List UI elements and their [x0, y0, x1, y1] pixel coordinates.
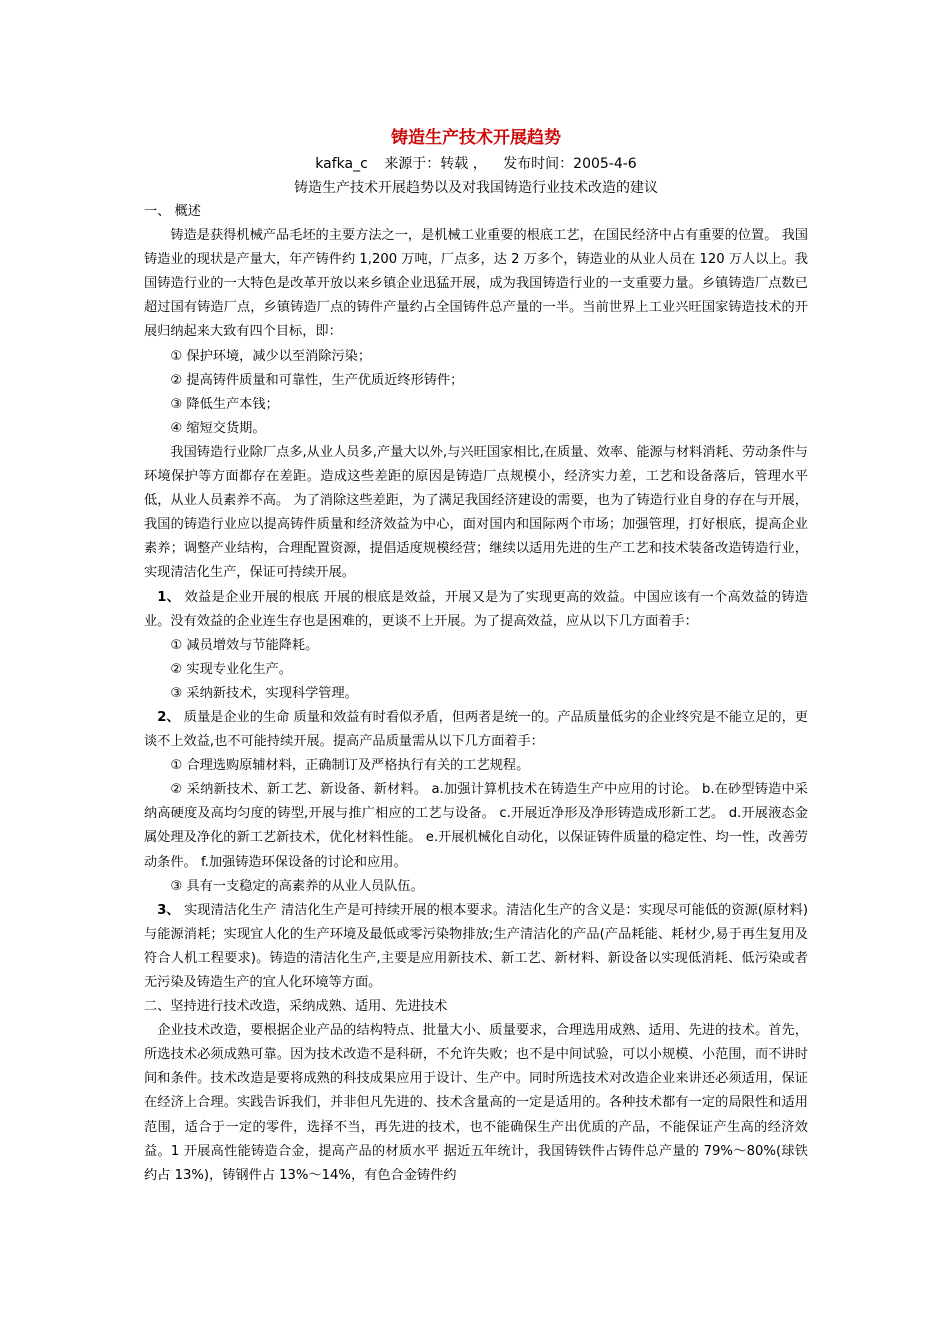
numbered-paragraph — [144, 706, 808, 754]
list-item: ① 减员增效与节能降耗。 — [170, 637, 319, 653]
byline — [144, 152, 808, 176]
item-number: 2、 — [157, 709, 180, 725]
section-heading-overview: 一、 概述 — [144, 204, 201, 219]
list-item: ③ 采纳新技术，实现科学管理。 — [170, 685, 358, 701]
numbered-paragraph — [144, 586, 808, 634]
article-title: 铸造生产技术开展趋势 — [391, 128, 561, 148]
source: 来源于：转载 ， — [384, 156, 487, 172]
section-heading-tech-upgrade: 二、坚持进行技术改造，采纳成熟、适用、先进技术 — [144, 999, 448, 1015]
sub-item: f.加强铸造环保设备的讨论和应用。 — [200, 854, 407, 870]
sub-item: a.加强计算机技术在铸造生产中应用的讨论。 — [431, 782, 698, 798]
paragraph-text: 质量是企业的生命 质量和效益有时看似矛盾，但两者是统一的。产品质量低劣的企业终究是不能立足的，更谈不上效益,也不可能持续开展。提高产品质量需从以下几方面着手： — [144, 709, 808, 750]
publish-date: 发布时间：2005-4-6 — [503, 156, 637, 172]
list-item: ① 保护环境，减少以至消除污染； — [170, 348, 372, 364]
list-item: ② 实现专业化生产。 — [170, 661, 292, 677]
item-number: 1、 — [157, 589, 181, 605]
paragraph: 铸造是获得机械产品毛坯的主要方法之一，是机械工业重要的根底工艺，在国民经济中占有重要的位置。 我国铸造业的现状是产量大，年产铸件约 1,200 万吨，厂点多，达 2 万多个，铸造业的从业人员在 120 万人以上。我国铸造行业的一大特色是改革开放以来乡镇企业迅猛开展，成为我国铸造行业的一支重要力量。乡镇铸造厂点数已超过国有铸造厂点，乡镇铸造厂点的铸件产量约占全国铸件总产量的一半。当前世界上工业兴旺国家铸造技术的开展归纳起来大致有四个目标，即： — [144, 228, 808, 340]
paragraph-text: 实现清洁化生产 清洁化生产是可持续开展的根本要求。清洁化生产的含义是：实现尽可能低的资源(原材料)与能源消耗；实现宜人化的生产环境及最低或零污染物排放;生产清洁化的产品(产品耗能、耗材少,易于再生复用及符合人机工程要求)。铸造的清洁化生产,主要是应用新技术、新工艺、新材料、新设备以实现低消耗、低污染或者无污染及铸造生产的宜人化环境等方面。 — [144, 902, 808, 990]
article — [144, 126, 808, 1188]
sub-item: b.在砂型铸造中采纳高硬度及高均匀度的铸型,开展与推广相应的工艺与设备。 — [144, 782, 808, 822]
paragraph-text: 效益是企业开展的根底 开展的根底是效益，开展又是为了实现更高的效益。中国应该有一个高效益的铸造业。没有效益的企业连生存也是困难的，更谈不上开展。为了提高效益，应从以下几方面着手： — [144, 589, 808, 629]
sub-item: c.开展近净形及净形铸造成形新工艺。 — [499, 806, 725, 822]
sub-item: d.开展液态金属处理及净化的新工艺新技术，优化材料性能。 — [144, 806, 808, 846]
list-item: ③ 具有一支稳定的高素养的从业人员队伍。 — [170, 878, 424, 894]
list-item: ③ 降低生产本钱； — [170, 396, 279, 412]
author: kafka_c — [315, 156, 368, 172]
list-item — [144, 778, 808, 874]
list-item: ① 合理选购原辅材料，正确制订及严格执行有关的工艺规程。 — [170, 758, 530, 774]
paragraph: 我国铸造行业除厂点多,从业人员多,产量大以外,与兴旺国家相比,在质量、效率、能源与材料消耗、劳动条件与环境保护等方面都存在差距。造成这些差距的原因是铸造厂点规模小，经济实力差，工艺和设备落后，管理水平低，从业人员素养不高。 为了消除这些差距，为了满足我国经济建设的需要，也为了铸造行业自身的存在与开展，我国的铸造行业应以提高铸件质量和经济效益为中心，面对国内和国际两个市场；加强管理，打好根底，提高企业素养；调整产业结构，合理配置资源，提倡适度规模经营；继续以适用先进的生产工艺和技术装备改造铸造行业，实现清洁化生产，保证可持续开展。 — [144, 444, 808, 581]
item-number: 3、 — [157, 902, 180, 918]
paragraph: 企业技术改造，要根据企业产品的结构特点、批量大小、质量要求，合理选用成熟、适用、先进的技术。首先，所选技术必须成熟可靠。因为技术改造不是科研，不允许失败；也不是中间试验，可以小规模、小范围，而不讲时间和条件。技术改造是要将成熟的科技成果应用于设计、生产中。同时所选技术对改造企业来讲还必须适用，保证在经济上合理。实践告诉我们，并非但凡先进的、技术含量高的一定是适用的。各种技术都有一定的局限性和适用范围，适合于一定的零件，选择不当，再先进的技术，也不能确保生产出优质的产品，不能保证产生高的经济效益。1 开展高性能铸造合金，提高产品的材质水平 据近五年统计，我国铸铁件占铸件总产量的 79%～80%(球铁约占 13%)，铸钢件占 13%～14%，有色合金铸件约 — [144, 1023, 808, 1183]
list-item-text: ② 采纳新技术、新工艺、新设备、新材料。 — [170, 782, 428, 798]
list-item: ④ 缩短交货期。 — [170, 420, 266, 436]
article-subtitle: 铸造生产技术开展趋势以及对我国铸造行业技术改造的建议 — [294, 180, 658, 196]
sub-item: e.开展机械化自动化，以保证铸件质量的稳定性、均一性，改善劳动条件。 — [144, 830, 808, 870]
numbered-paragraph — [144, 899, 808, 995]
list-item: ② 提高铸件质量和可靠性，生产优质近终形铸件； — [170, 372, 464, 388]
